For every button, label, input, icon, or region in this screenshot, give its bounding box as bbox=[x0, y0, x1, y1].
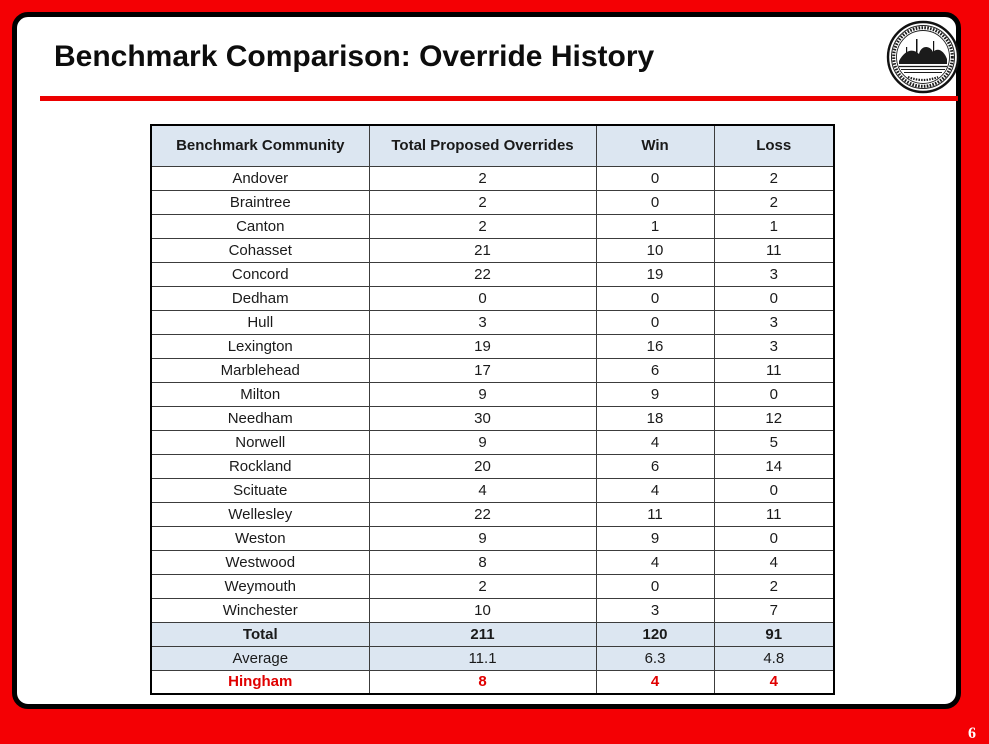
win-cell: 1 bbox=[596, 214, 714, 238]
table-row-average bbox=[151, 646, 834, 670]
override-history-table bbox=[150, 124, 835, 695]
win-cell: 0 bbox=[596, 166, 714, 190]
header-total-proposed-overrides: Total Proposed Overrides bbox=[369, 125, 596, 166]
table-row bbox=[151, 166, 834, 190]
total-cell: 4 bbox=[369, 478, 596, 502]
total-cell: 22 bbox=[369, 262, 596, 286]
header-loss: Loss bbox=[714, 125, 834, 166]
community-cell: Scituate bbox=[151, 478, 369, 502]
community-cell: Weymouth bbox=[151, 574, 369, 598]
page-title: Benchmark Comparison: Override History bbox=[54, 40, 655, 73]
total-cell: 22 bbox=[369, 502, 596, 526]
total-cell: 2 bbox=[369, 190, 596, 214]
total-cell: 11.1 bbox=[369, 646, 596, 670]
total-cell: 9 bbox=[369, 526, 596, 550]
total-cell: 19 bbox=[369, 334, 596, 358]
community-cell: Hingham bbox=[151, 670, 369, 694]
total-cell: 21 bbox=[369, 238, 596, 262]
loss-cell: 2 bbox=[714, 190, 834, 214]
loss-cell: 0 bbox=[714, 286, 834, 310]
total-cell: 9 bbox=[369, 382, 596, 406]
win-cell: 6.3 bbox=[596, 646, 714, 670]
total-cell: 0 bbox=[369, 286, 596, 310]
community-cell: Total bbox=[151, 622, 369, 646]
win-cell: 0 bbox=[596, 574, 714, 598]
table-row bbox=[151, 190, 834, 214]
table-row bbox=[151, 550, 834, 574]
loss-cell: 0 bbox=[714, 382, 834, 406]
win-cell: 6 bbox=[596, 358, 714, 382]
win-cell: 120 bbox=[596, 622, 714, 646]
table-row bbox=[151, 262, 834, 286]
total-cell: 20 bbox=[369, 454, 596, 478]
community-cell: Dedham bbox=[151, 286, 369, 310]
community-cell: Canton bbox=[151, 214, 369, 238]
win-cell: 0 bbox=[596, 310, 714, 334]
table-row bbox=[151, 574, 834, 598]
win-cell: 16 bbox=[596, 334, 714, 358]
table-row bbox=[151, 310, 834, 334]
total-cell: 2 bbox=[369, 574, 596, 598]
total-cell: 211 bbox=[369, 622, 596, 646]
total-cell: 8 bbox=[369, 670, 596, 694]
community-cell: Rockland bbox=[151, 454, 369, 478]
loss-cell: 4 bbox=[714, 550, 834, 574]
loss-cell: 11 bbox=[714, 502, 834, 526]
table-row bbox=[151, 382, 834, 406]
community-cell: Needham bbox=[151, 406, 369, 430]
community-cell: Winchester bbox=[151, 598, 369, 622]
win-cell: 18 bbox=[596, 406, 714, 430]
community-cell: Weston bbox=[151, 526, 369, 550]
table-row bbox=[151, 214, 834, 238]
win-cell: 19 bbox=[596, 262, 714, 286]
total-cell: 8 bbox=[369, 550, 596, 574]
loss-cell: 11 bbox=[714, 358, 834, 382]
win-cell: 0 bbox=[596, 190, 714, 214]
loss-cell: 3 bbox=[714, 334, 834, 358]
win-cell: 9 bbox=[596, 526, 714, 550]
community-cell: Norwell bbox=[151, 430, 369, 454]
title-underline bbox=[40, 96, 958, 101]
loss-cell: 0 bbox=[714, 478, 834, 502]
loss-cell: 4 bbox=[714, 670, 834, 694]
table-row-total bbox=[151, 622, 834, 646]
loss-cell: 7 bbox=[714, 598, 834, 622]
total-cell: 10 bbox=[369, 598, 596, 622]
loss-cell: 2 bbox=[714, 166, 834, 190]
loss-cell: 91 bbox=[714, 622, 834, 646]
table-row bbox=[151, 454, 834, 478]
win-cell: 10 bbox=[596, 238, 714, 262]
table-row bbox=[151, 358, 834, 382]
community-cell: Average bbox=[151, 646, 369, 670]
win-cell: 0 bbox=[596, 286, 714, 310]
table-row bbox=[151, 406, 834, 430]
win-cell: 4 bbox=[596, 550, 714, 574]
win-cell: 11 bbox=[596, 502, 714, 526]
header-benchmark-community: Benchmark Community bbox=[151, 125, 369, 166]
total-cell: 9 bbox=[369, 430, 596, 454]
win-cell: 4 bbox=[596, 670, 714, 694]
table-row bbox=[151, 238, 834, 262]
community-cell: Andover bbox=[151, 166, 369, 190]
table-row bbox=[151, 478, 834, 502]
community-cell: Braintree bbox=[151, 190, 369, 214]
table-header-row bbox=[151, 125, 834, 166]
total-cell: 30 bbox=[369, 406, 596, 430]
community-cell: Lexington bbox=[151, 334, 369, 358]
community-cell: Hull bbox=[151, 310, 369, 334]
header-win: Win bbox=[596, 125, 714, 166]
loss-cell: 12 bbox=[714, 406, 834, 430]
loss-cell: 5 bbox=[714, 430, 834, 454]
community-cell: Concord bbox=[151, 262, 369, 286]
total-cell: 2 bbox=[369, 214, 596, 238]
loss-cell: 3 bbox=[714, 310, 834, 334]
win-cell: 6 bbox=[596, 454, 714, 478]
total-cell: 3 bbox=[369, 310, 596, 334]
table-row bbox=[151, 598, 834, 622]
win-cell: 4 bbox=[596, 430, 714, 454]
community-cell: Westwood bbox=[151, 550, 369, 574]
loss-cell: 14 bbox=[714, 454, 834, 478]
community-cell: Marblehead bbox=[151, 358, 369, 382]
win-cell: 4 bbox=[596, 478, 714, 502]
table-row bbox=[151, 286, 834, 310]
table-row bbox=[151, 502, 834, 526]
loss-cell: 11 bbox=[714, 238, 834, 262]
loss-cell: 3 bbox=[714, 262, 834, 286]
community-cell: Wellesley bbox=[151, 502, 369, 526]
page-number: 6 bbox=[968, 725, 976, 742]
community-cell: Milton bbox=[151, 382, 369, 406]
town-seal-icon bbox=[886, 20, 960, 94]
community-cell: Cohasset bbox=[151, 238, 369, 262]
total-cell: 2 bbox=[369, 166, 596, 190]
loss-cell: 2 bbox=[714, 574, 834, 598]
win-cell: 3 bbox=[596, 598, 714, 622]
table-row bbox=[151, 334, 834, 358]
loss-cell: 0 bbox=[714, 526, 834, 550]
table-row bbox=[151, 430, 834, 454]
loss-cell: 4.8 bbox=[714, 646, 834, 670]
table-row bbox=[151, 526, 834, 550]
win-cell: 9 bbox=[596, 382, 714, 406]
loss-cell: 1 bbox=[714, 214, 834, 238]
total-cell: 17 bbox=[369, 358, 596, 382]
table-row-hingham bbox=[151, 670, 834, 694]
